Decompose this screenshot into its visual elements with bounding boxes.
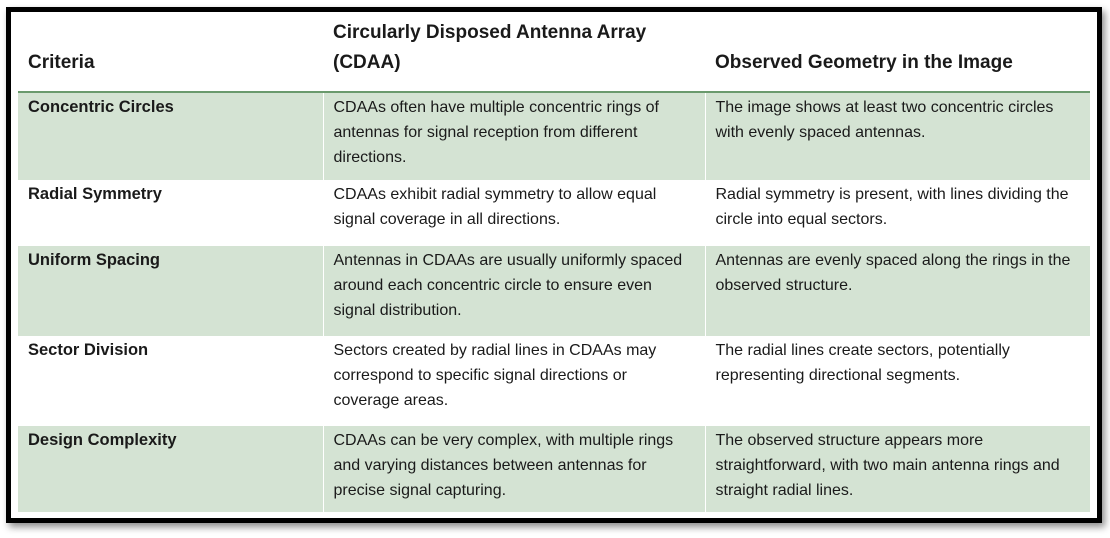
observed-cell: Radial symmetry is present, with lines dividing the circle into equal sectors. — [705, 180, 1090, 246]
criteria-cell: Concentric Circles — [18, 92, 323, 180]
criteria-cell: Radial Symmetry — [18, 180, 323, 246]
cdaa-cell: Sectors created by radial lines in CDAAs may correspond to specific signal directions or coverage areas. — [323, 336, 705, 426]
cdaa-cell: CDAAs can be very complex, with multiple rings and varying distances between antennas for precise signal capturing. — [323, 426, 705, 512]
observed-cell: The radial lines create sectors, potentially representing directional segments. — [705, 336, 1090, 426]
table-frame — [6, 7, 1102, 523]
header-observed: Observed Geometry in the Image — [705, 16, 1090, 92]
table-row — [18, 426, 1090, 512]
header-criteria: Criteria — [18, 16, 323, 92]
cdaa-cell: CDAAs exhibit radial symmetry to allow equal signal coverage in all directions. — [323, 180, 705, 246]
cdaa-cell: CDAAs often have multiple concentric rings of antennas for signal reception from different directions. — [323, 92, 705, 180]
criteria-cell: Design Complexity — [18, 426, 323, 512]
observed-cell: The observed structure appears more straightforward, with two main antenna rings and straight radial lines. — [705, 426, 1090, 512]
header-row — [18, 16, 1090, 92]
table-row — [18, 336, 1090, 426]
table-row — [18, 92, 1090, 180]
table-row — [18, 180, 1090, 246]
criteria-cell: Uniform Spacing — [18, 246, 323, 336]
header-cdaa: Circularly Disposed Antenna Array (CDAA) — [323, 16, 705, 92]
cdaa-cell: Antennas in CDAAs are usually uniformly spaced around each concentric circle to ensure even signal distribution. — [323, 246, 705, 336]
criteria-cell: Sector Division — [18, 336, 323, 426]
comparison-table — [18, 16, 1090, 512]
observed-cell: Antennas are evenly spaced along the rings in the observed structure. — [705, 246, 1090, 336]
observed-cell: The image shows at least two concentric circles with evenly spaced antennas. — [705, 92, 1090, 180]
table-row — [18, 246, 1090, 336]
